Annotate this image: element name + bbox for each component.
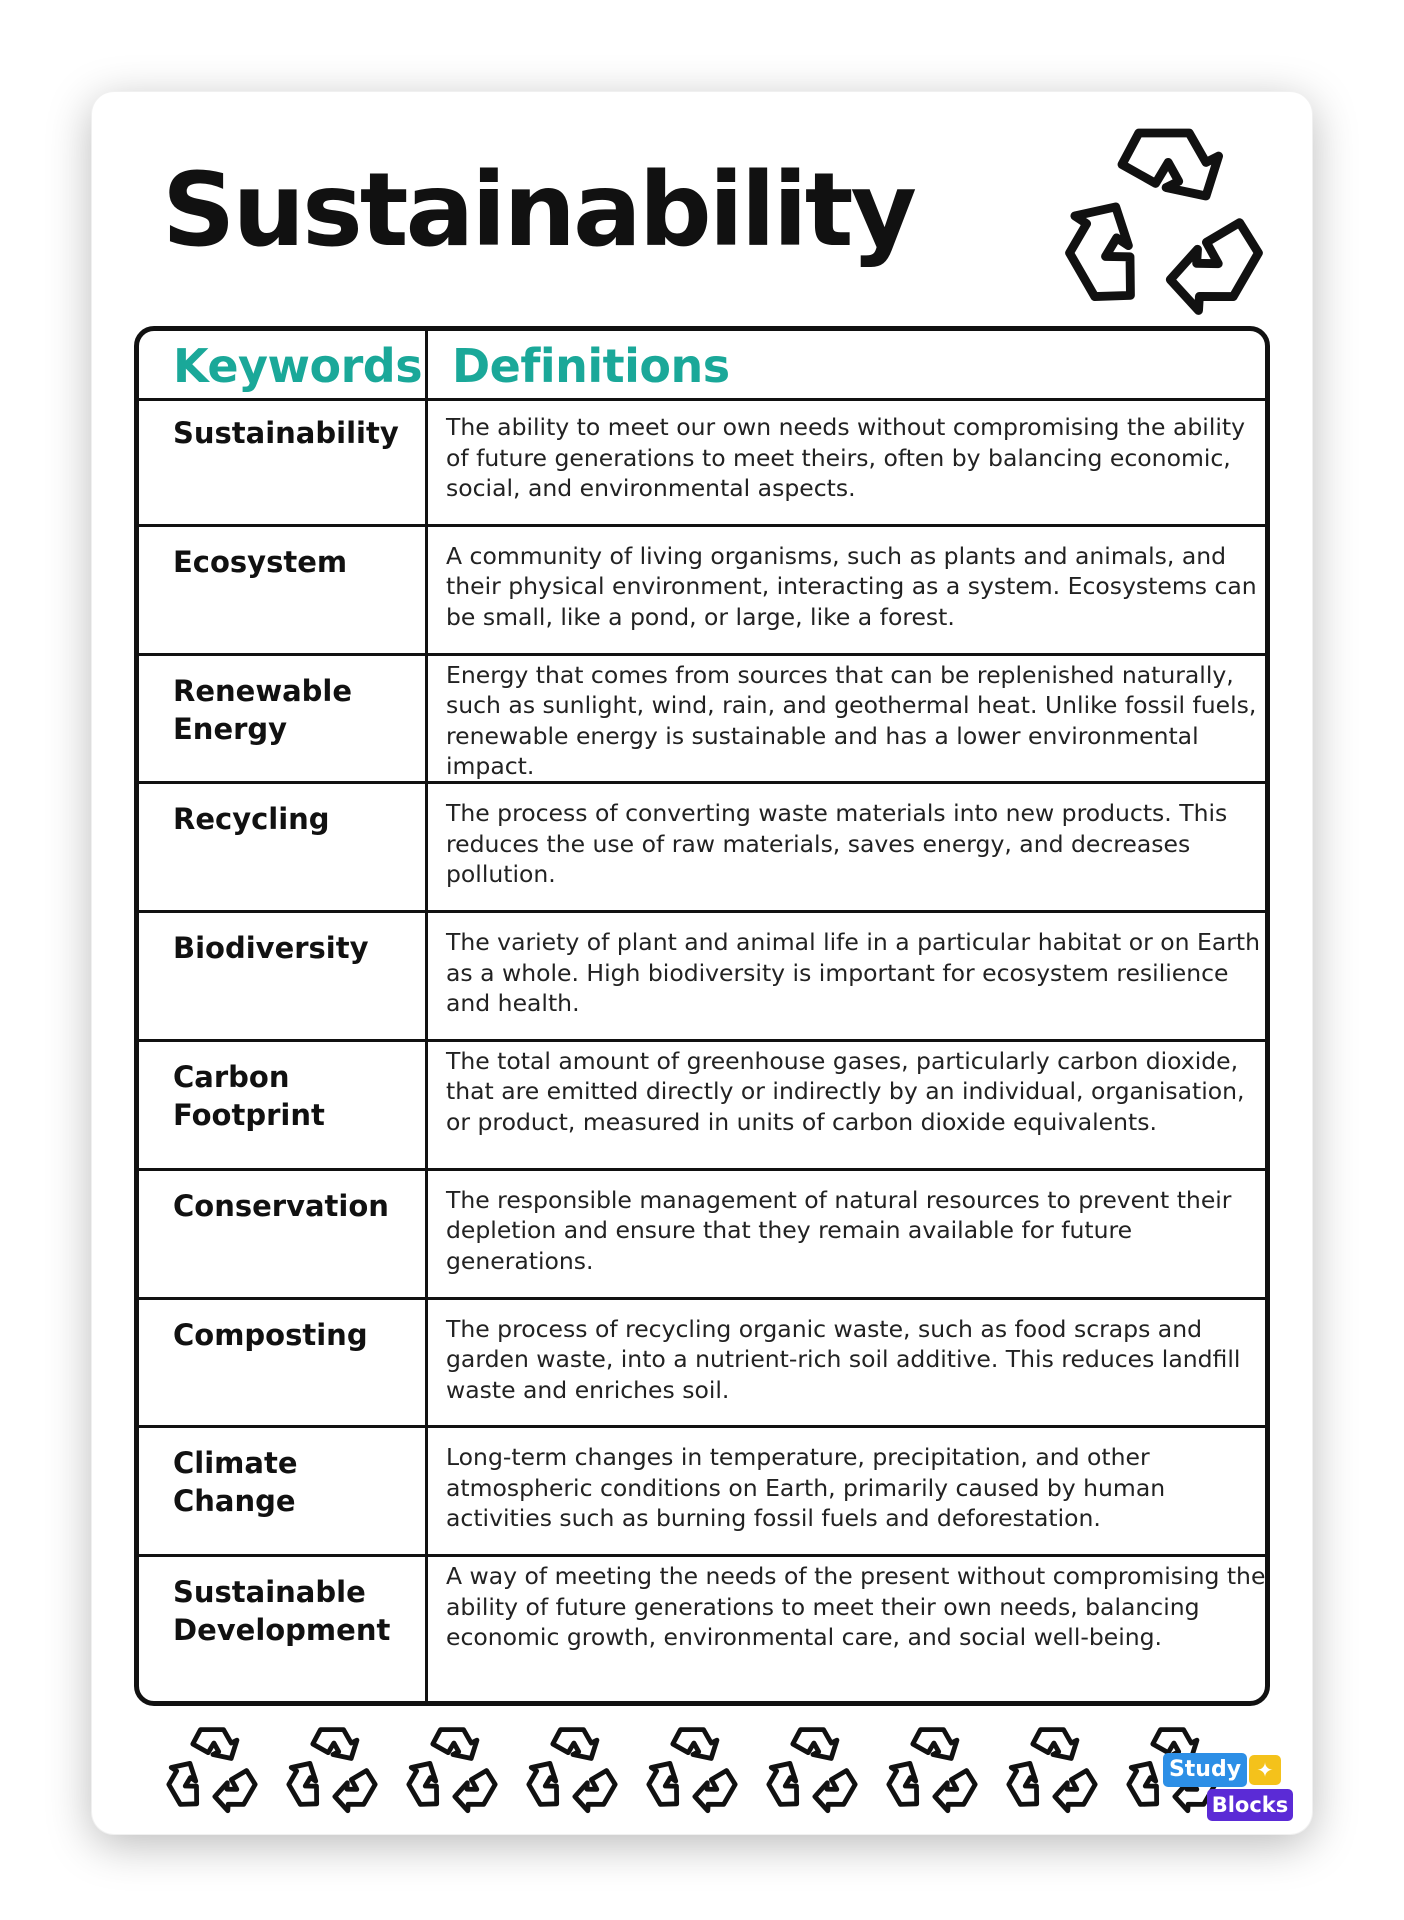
keyword: Climate Change	[173, 1446, 298, 1519]
footer-recycle-strip	[164, 1720, 1224, 1820]
recycle-icon	[1054, 112, 1274, 322]
recycle-icon	[644, 1720, 740, 1816]
table-row	[139, 1300, 1265, 1429]
keyword: Conservation	[173, 1188, 389, 1223]
definition: A community of living organisms, such as plants and animals, and their physical environment, interacting as a system. Ecosystems can be small, like a pond, or large, like a forest.	[446, 541, 1257, 631]
recycle-icon	[164, 1720, 260, 1816]
header-definitions: Definitions	[452, 339, 730, 393]
keyword: Recycling	[173, 802, 330, 837]
definition: Energy that comes from sources that can be replenished naturally, such as sunlight, wind, rain, and geothermal heat. Unlike fossil fuels, renewable energy is sustainable and has a lower environmental impact.	[446, 660, 1257, 781]
sparkle-icon: ✦	[1249, 1755, 1281, 1785]
table-row	[139, 527, 1265, 656]
study-blocks-logo	[1163, 1753, 1291, 1823]
keyword: Composting	[173, 1317, 368, 1352]
definition: The responsible management of natural resources to prevent their depletion and ensure that they remain available for future generations.	[446, 1185, 1232, 1275]
recycle-icon	[1004, 1720, 1100, 1816]
table-row	[139, 784, 1265, 913]
table-row	[139, 398, 1265, 527]
keyword: Sustainable Development	[173, 1575, 391, 1648]
table-row	[139, 1042, 1265, 1171]
table-row	[139, 1428, 1265, 1557]
header-keywords: Keywords	[173, 339, 423, 393]
logo-blocks-text: Blocks	[1207, 1789, 1293, 1821]
table-row	[139, 1171, 1265, 1300]
keyword: Carbon Footprint	[173, 1059, 325, 1132]
definition: The ability to meet our own needs without compromising the ability of future generations to meet theirs, often by balancing economic, social, and environmental aspects.	[446, 413, 1246, 502]
definition: Long-term changes in temperature, precipitation, and other atmospheric conditions on Earth, primarily caused by human activities such as burning fossil fuels and deforestation.	[446, 1443, 1166, 1533]
table-row	[139, 913, 1265, 1042]
table-header	[139, 331, 1265, 401]
recycle-icon	[404, 1720, 500, 1816]
recycle-icon	[284, 1720, 380, 1816]
recycle-icon	[524, 1720, 620, 1816]
page-title: Sustainability	[162, 151, 914, 270]
keyword: Sustainability	[173, 416, 399, 450]
definition: The process of recycling organic waste, such as food scraps and garden waste, into a nutrient-rich soil additive. This reduces landfill waste and enriches soil.	[446, 1314, 1241, 1404]
definition: A way of meeting the needs of the present without compromising the ability of future generations to meet their own needs, balancing economic growth, environmental care, and social well-being.	[446, 1562, 1266, 1652]
keywords-table	[134, 326, 1270, 1706]
recycle-icon	[884, 1720, 980, 1816]
keyword: Biodiversity	[173, 931, 369, 966]
logo-study-text: Study	[1163, 1753, 1247, 1787]
keyword: Renewable Energy	[173, 673, 353, 746]
definition: The total amount of greenhouse gases, particularly carbon dioxide, that are emitted directly or indirectly by an individual, organisation, or product, measured in units of carbon dioxide equivalents.	[446, 1046, 1245, 1136]
table-row	[139, 656, 1265, 785]
definition: The variety of plant and animal life in a particular habitat or on Earth as a whole. High biodiversity is important for ecosystem resilience and health.	[446, 928, 1260, 1018]
recycle-icon	[764, 1720, 860, 1816]
keyword: Ecosystem	[173, 544, 348, 579]
table-row	[139, 1557, 1265, 1686]
definition: The process of converting waste materials into new products. This reduces the use of raw materials, saves energy, and decreases pollution.	[446, 799, 1228, 889]
